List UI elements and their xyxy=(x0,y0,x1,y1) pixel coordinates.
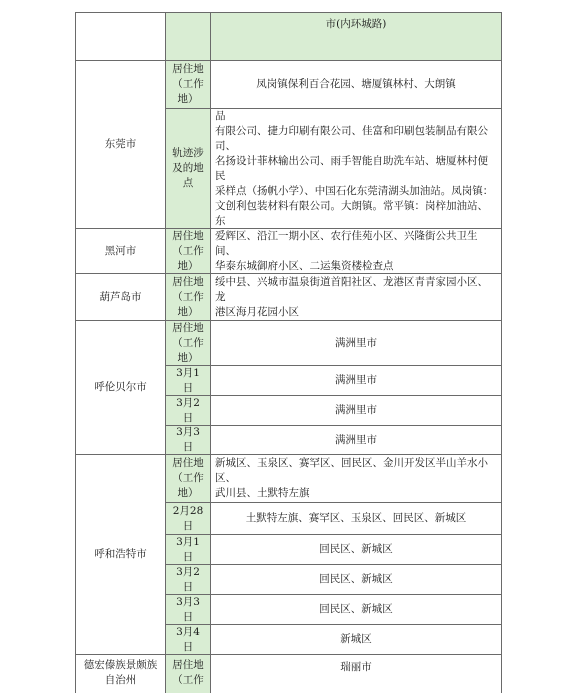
city-huludao: 葫芦岛市 xyxy=(75,273,165,320)
city-hulunbuir: 呼伦贝尔市 xyxy=(75,320,165,454)
hohhot-0302-value: 回民区、新城区 xyxy=(210,564,502,594)
city-heihe: 黑河市 xyxy=(75,228,165,273)
hohhot-residence-value: 新城区、玉泉区、赛罕区、回民区、金川开发区半山羊水小区、 武川县、土默特左旗 xyxy=(210,454,502,502)
label-date-0228: 2月28 日 xyxy=(165,502,210,534)
label-date-0303: 3月3 日 xyxy=(165,594,210,624)
label-residence: 居住地 （工作 xyxy=(165,654,210,693)
city-hohhot: 呼和浩特市 xyxy=(75,454,165,654)
label-residence: 居住地 （工作 地） xyxy=(165,60,210,108)
label-date-0301: 3月1 日 xyxy=(165,534,210,564)
header-blank-cell xyxy=(75,12,165,60)
hulunbuir-residence-value: 满洲里市 xyxy=(210,320,502,365)
huludao-residence-value: 绥中县、兴城市温泉街道首阳社区、龙港区青青家园小区、龙 港区海月花园小区 xyxy=(210,273,502,320)
label-date-0302: 3月2 日 xyxy=(165,564,210,594)
label-date-0303: 3月3 日 xyxy=(165,425,210,454)
label-residence: 居住地 （工作 地） xyxy=(165,320,210,365)
city-dongguan: 东莞市 xyxy=(75,60,165,228)
label-date-0304: 3月4 日 xyxy=(165,624,210,654)
city-dehong: 德宏傣族景颇族 自治州 xyxy=(75,654,165,693)
dongguan-residence-value: 凤岗镇保利百合花园、塘厦镇林村、大朗镇 xyxy=(210,60,502,108)
label-residence: 居住地 （工作 地） xyxy=(165,273,210,320)
hulunbuir-0303-value: 满洲里市 xyxy=(210,425,502,454)
hohhot-0303-value: 回民区、新城区 xyxy=(210,594,502,624)
label-residence: 居住地 （工作 地） xyxy=(165,454,210,502)
label-track: 轨迹涉 及的地 点 xyxy=(165,108,210,228)
label-residence: 居住地 （工作 地） xyxy=(165,228,210,273)
label-date-0301: 3月1 日 xyxy=(165,365,210,395)
hohhot-0301-value: 回民区、新城区 xyxy=(210,534,502,564)
heihe-residence-value: 爱辉区、沿江一期小区、农行佳苑小区、兴隆街公共卫生间、 华泰东城御府小区、二运集资楼检查点 xyxy=(210,228,502,273)
header-type-cell xyxy=(165,12,210,60)
header-city-inner-ring: 市(内环城路) xyxy=(210,12,502,60)
label-date-0302: 3月2 日 xyxy=(165,395,210,425)
hulunbuir-0302-value: 满洲里市 xyxy=(210,395,502,425)
hohhot-0228-value: 土默特左旗、赛罕区、玉泉区、回民区、新城区 xyxy=(210,502,502,534)
hulunbuir-0301-value: 满洲里市 xyxy=(210,365,502,395)
hohhot-0304-value: 新城区 xyxy=(210,624,502,654)
dongguan-track-value: 品 有限公司、捷力印刷有限公司、佳富和印刷包装制品有限公司、 名扬设计菲林输出公司、雨手智能自助洗车站、塘厦林村便民 采样点（扬帆小学）、中国石化东莞清湖头加油站。凤岗镇： 文创利包装材料有限公司。大朗镇。常平镇：岗梓加油站、东 xyxy=(210,108,502,228)
dehong-residence-value: 瑞丽市 xyxy=(210,654,502,693)
